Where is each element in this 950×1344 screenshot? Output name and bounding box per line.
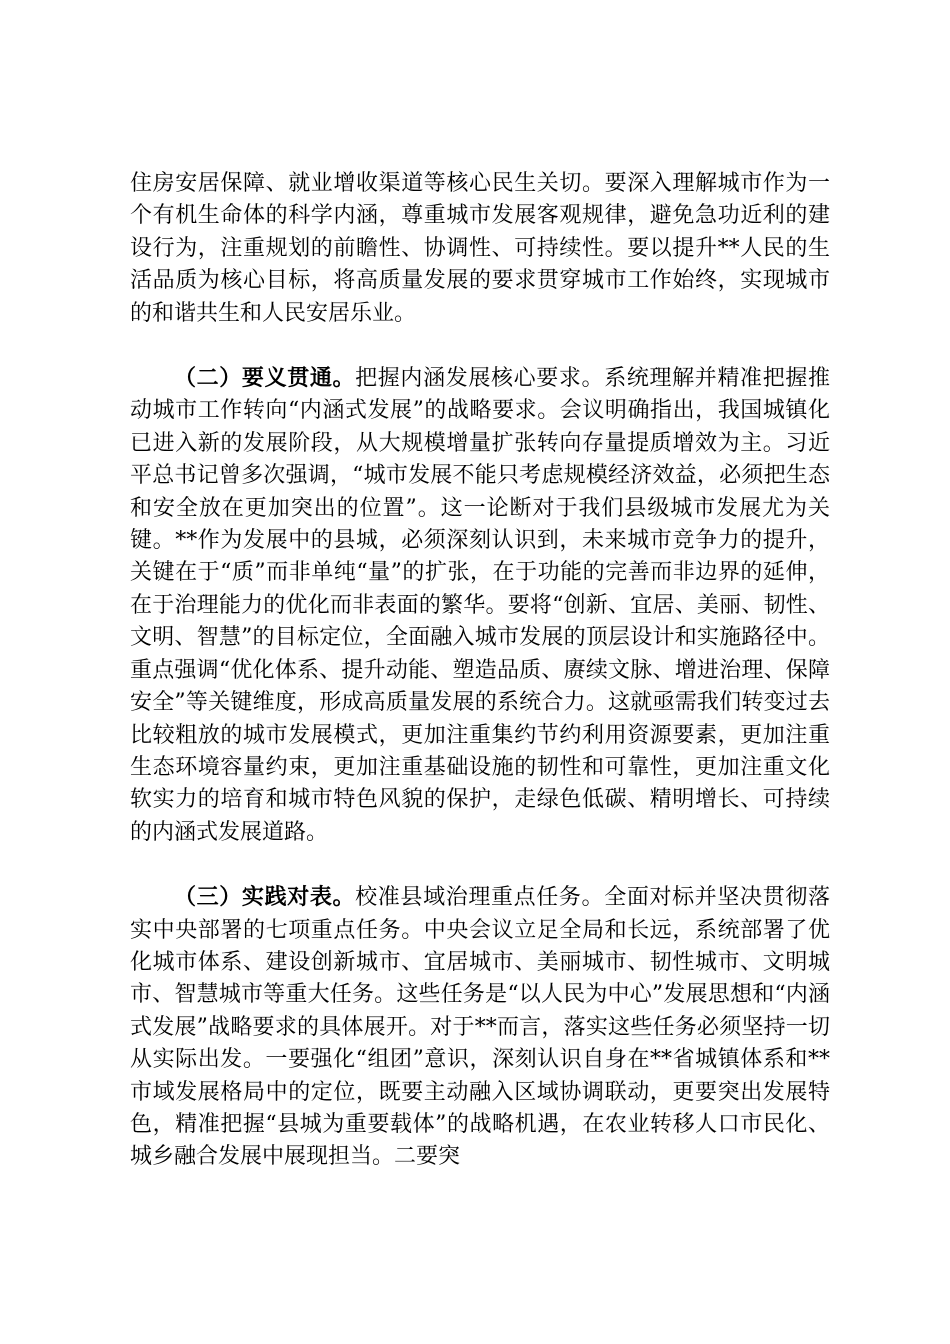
paragraph-1 bbox=[130, 168, 830, 330]
paragraph-2 bbox=[130, 362, 830, 849]
paragraph-2-heading: （二）要义贯通。 bbox=[174, 365, 356, 392]
paragraph-2-text: 把握内涵发展核心要求。系统理解并精准把握推动城市工作转向“内涵式发展”的战略要求。会议明确指出，我国城镇化已进入新的发展阶段，从大规模增量扩张转向存量提质增效为主。习近平总书记曾多次强调，“城市发展不能只考虑规模经济效益，必须把生态和安全放在更加突出的位置”。这一论断对于我们县级城市发展尤为关键。**作为发展中的县城，必须深刻认识到，未来城市竞争力的提升，关键在于“质”而非单纯“量”的扩张，在于功能的完善而非边界的延伸，在于治理能力的优化而非表面的繁华。要将“创新、宜居、美丽、韧性、文明、智慧”的目标定位，全面融入城市发展的顶层设计和实施路径中。重点强调“优化体系、提升动能、塑造品质、赓续文脉、增进治理、保障安全”等关键维度，形成高质量发展的系统合力。这就亟需我们转变过去比较粗放的城市发展模式，更加注重集约节约利用资源要素，更加注重生态环境容量约束，更加注重基础设施的韧性和可靠性，更加注重文化软实力的培育和城市特色风貌的保护，走绿色低碳、精明增长、可持续的内涵式发展道路。 bbox=[130, 366, 830, 845]
paragraph-3-heading: （三）实践对表。 bbox=[174, 884, 356, 911]
paragraph-3 bbox=[130, 881, 830, 1174]
document-page bbox=[130, 168, 830, 1174]
paragraph-1-text: 住房安居保障、就业增收渠道等核心民生关切。要深入理解城市作为一个有机生命体的科学内涵，尊重城市发展客观规律，避免急功近利的建设行为，注重规划的前瞻性、协调性、可持续性。要以提升**人民的生活品质为核心目标，将高质量发展的要求贯穿城市工作始终，实现城市的和谐共生和人民安居乐业。 bbox=[130, 171, 830, 326]
paragraph-3-text: 校准县域治理重点任务。全面对标并坚决贯彻落实中央部署的七项重点任务。中央会议立足全局和长远，系统部署了优化城市体系、建设创新城市、宜居城市、美丽城市、韧性城市、文明城市、智慧城市等重大任务。这些任务是“以人民为中心”发展思想和“内涵式发展”战略要求的具体展开。对于**而言，落实这些任务必须坚持一切从实际出发。一要强化“组团”意识，深刻认识自身在**省城镇体系和**市域发展格局中的定位，既要主动融入区域协调联动，更要突出发展特色，精准把握“县城为重要载体”的战略机遇，在农业转移人口市民化、城乡融合发展中展现担当。二要突 bbox=[130, 885, 830, 1170]
